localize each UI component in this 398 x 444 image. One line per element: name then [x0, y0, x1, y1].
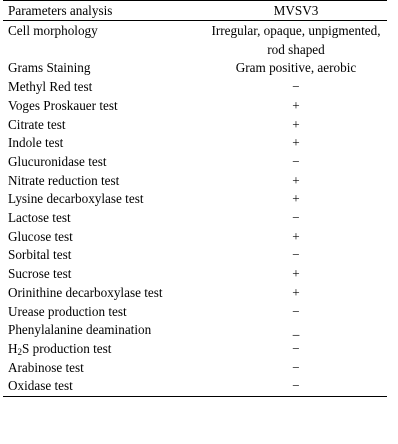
parameter-name: Indole test: [8, 135, 64, 151]
table-row-cell-morphology: [3, 21, 387, 60]
parameter-value: −: [204, 377, 387, 396]
parameter-name: Grams Staining: [8, 60, 91, 76]
parameter-value: −: [292, 340, 300, 356]
parameter-name: Cell morphology: [8, 23, 98, 38]
parameter-name: Lysine decarboxylase test: [8, 191, 144, 207]
parameter-name: Glucuronidase test: [8, 153, 107, 169]
table-row-indole: [3, 134, 387, 153]
parameter-name: Citrate test: [8, 116, 66, 132]
table-header-row: [3, 1, 387, 21]
table-row-sucrose: [3, 265, 387, 284]
table-row-glucuronidase: [3, 153, 387, 172]
parameter-value: Gram positive, aerobic: [235, 60, 357, 76]
parameter-name: Glucose test: [8, 228, 73, 244]
h2s-subscript: 2: [17, 346, 23, 357]
table-row-urease-production: [3, 303, 387, 322]
table-row-oxidase: [3, 377, 387, 396]
parameter-value: −: [292, 79, 300, 95]
parameter-name: Urease production test: [8, 303, 127, 319]
parameter-name: Oxidase test: [3, 377, 204, 396]
parameter-value: −: [292, 210, 300, 226]
table-row-grams-staining: [3, 59, 387, 78]
table-row-h2s-production: [3, 340, 387, 359]
parameter-name: [3, 340, 204, 359]
table-row-phenylalanine-deamination: [3, 321, 387, 340]
table-row-voges-proskauer: [3, 97, 387, 116]
parameter-name: Orinithine decarboxylase test: [8, 284, 163, 300]
table-row-sorbital: [3, 246, 387, 265]
parameter-value: Irregular, opaque, unpigmented, rod shaped: [211, 23, 381, 57]
table-row-lysine-decarboxylase: [3, 190, 387, 209]
parameter-value: +: [292, 116, 300, 132]
parameter-value: −: [292, 303, 300, 319]
parameter-name: Sorbital test: [8, 247, 72, 263]
parameter-name: Nitrate reduction test: [8, 172, 120, 188]
header-mvsv3: MVSV3: [204, 1, 387, 21]
parameter-name: Arabinose test: [8, 359, 84, 375]
table-row-citrate: [3, 116, 387, 135]
table-row-methyl-red: [3, 78, 387, 97]
parameter-value: +: [292, 97, 300, 113]
table-row-arabinose: [3, 359, 387, 378]
biochemical-results-table: [3, 0, 387, 397]
h2s-prefix: H: [8, 340, 18, 356]
parameter-name: Phenylalanine deamination: [8, 322, 152, 338]
h2s-suffix: S production test: [22, 340, 112, 356]
parameter-value: +: [292, 228, 300, 244]
table-row-glucose: [3, 228, 387, 247]
parameter-name: Sucrose test: [8, 266, 72, 282]
parameter-value: _: [292, 322, 300, 338]
parameter-value: +: [292, 284, 300, 300]
table-row-orinithine-decarboxylase: [3, 284, 387, 303]
parameter-name: Voges Proskauer test: [8, 97, 118, 113]
parameter-value: −: [292, 153, 300, 169]
parameter-name: Lactose test: [8, 210, 71, 226]
parameter-value: +: [292, 172, 300, 188]
parameter-value: +: [292, 191, 300, 207]
parameter-value: −: [292, 247, 300, 263]
table-row-lactose: [3, 209, 387, 228]
table-row-nitrate-reduction: [3, 172, 387, 191]
parameter-value: −: [292, 359, 300, 375]
header-parameters-analysis: Parameters analysis: [3, 1, 204, 21]
parameter-name: Methyl Red test: [8, 79, 93, 95]
parameter-value: +: [292, 135, 300, 151]
parameter-value: +: [292, 266, 300, 282]
